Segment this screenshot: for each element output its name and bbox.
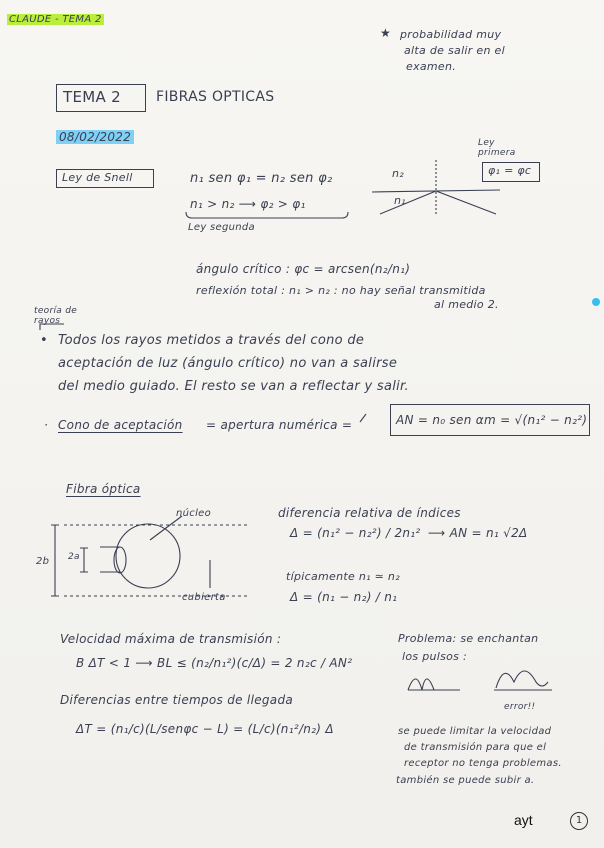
bullet-2: también se puede subir a.: [396, 775, 535, 786]
note-line-2: alta de salir en el: [404, 44, 505, 57]
core-label: núcleo: [176, 508, 212, 519]
rays-line-3: del medio guiado. El resto se van a reflectar y salir.: [58, 379, 409, 394]
diagram-equation: φ₁ = φc: [488, 164, 532, 177]
brace-icon: [186, 212, 348, 218]
error-label: error!!: [504, 702, 536, 712]
cone-equation: = apertura numérica =: [206, 418, 353, 432]
bullet-icon: ·: [44, 418, 49, 432]
snell-equation: n₁ sen φ₁ = n₂ sen φ₂: [190, 171, 333, 186]
rays-line-2: aceptación de luz (ángulo crítico) no van a salirse: [58, 356, 398, 371]
diagram-n2: n₂: [392, 167, 404, 180]
delta-equation: Δ = (n₁² − n₂²) / 2n₁²: [290, 526, 421, 540]
rays-margin-2: rayos: [34, 316, 61, 326]
speed-equation: B ΔT < 1 ⟶ BL ≤ (n₂/n₁²)(c/Δ) = 2 n₂c / AN²: [76, 656, 353, 670]
lecture-date: 08/02/2022: [56, 130, 134, 144]
dim-inner: 2a: [68, 552, 80, 562]
rays-margin-1: teoría de: [34, 306, 78, 316]
star-icon: ★: [380, 26, 392, 40]
topic-number: TEMA 2: [63, 88, 121, 106]
bullet-1b: de transmisión para que el: [404, 742, 547, 753]
dim-outer: 2b: [36, 556, 50, 567]
delta-approx: Δ = (n₁ − n₂) / n₁: [290, 590, 398, 604]
diagram-n1: n₁: [394, 194, 406, 207]
margin-bracket-icon: [40, 324, 64, 330]
topic-title: FIBRAS OPTICAS: [156, 89, 275, 105]
note-line-1: probabilidad muy: [400, 28, 502, 41]
outer-dim-line: [51, 525, 59, 596]
critical-angle: ángulo crítico : φc = arcsen(n₂/n₁): [196, 262, 411, 276]
signature: ayt: [514, 812, 533, 828]
na-formula: AN = n₀ sen αm = √(n₁² − n₂²): [396, 413, 588, 427]
relative-difference: diferencia relativa de índices: [278, 506, 461, 520]
first-law-label-1: Ley: [478, 138, 495, 148]
snell-label: Ley de Snell: [62, 171, 133, 184]
bullet-1: se puede limitar la velocidad: [398, 726, 552, 737]
pulse-pair-1: [408, 679, 442, 690]
rays-line-1: Todos los rayos metidos a través del cono de: [58, 333, 365, 348]
snell-inequality: n₁ > n₂ ⟶ φ₂ > φ₁: [190, 197, 306, 211]
total-reflection: reflexión total : n₁ > n₂ : no hay señal transmitida: [196, 284, 486, 297]
incident-ray: [380, 191, 496, 214]
delay-equation: ΔT = (n₁/c)(L/senφc − L) = (L/c)(n₁²/n₂) Δ: [76, 722, 334, 736]
core-pointer: [150, 516, 182, 540]
second-law-label: Ley segunda: [188, 222, 255, 233]
bullet-icon: •: [40, 333, 48, 348]
fiber-title: Fibra óptica: [66, 482, 141, 496]
bullet-1c: receptor no tenga problemas.: [404, 758, 562, 769]
delay-title: Diferencias entre tiempos de llegada: [60, 693, 294, 707]
subject-tag: CLAUDE - TEMA 2: [9, 14, 102, 25]
problem-line-1: Problema: se enchantan: [398, 632, 539, 645]
inner-dim: [80, 548, 88, 572]
cone-underline: [360, 414, 366, 422]
note-line-3: examen.: [406, 60, 457, 73]
cone-label: Cono de aceptación: [58, 418, 183, 432]
cladding-label: cubierta: [182, 592, 226, 603]
total-reflection-2: al medio 2.: [434, 298, 499, 311]
typical-note: típicamente n₁ ≃ n₂: [286, 570, 400, 583]
page-number: 1: [570, 812, 588, 830]
na-delta: ⟶ AN = n₁ √2Δ: [428, 526, 528, 540]
pulse-merged: [496, 671, 548, 688]
problem-line-2: los pulsos :: [402, 650, 468, 663]
speed-title: Velocidad máxima de transmisión :: [60, 632, 282, 646]
first-law-label-2: primera: [478, 148, 516, 158]
